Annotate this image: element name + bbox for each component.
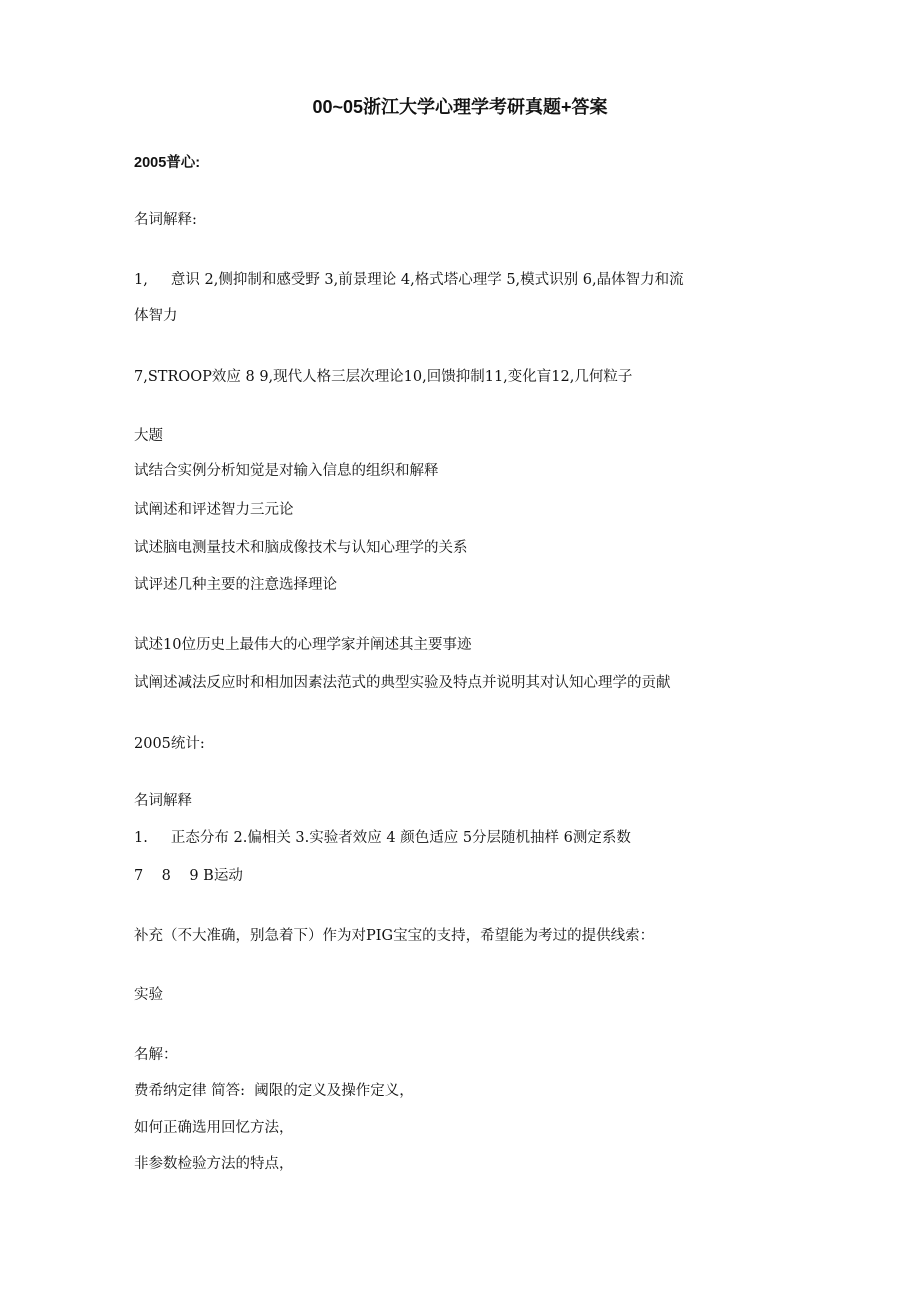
section-heading: 2005统计: <box>134 736 205 752</box>
subheading: 大题 <box>134 428 163 444</box>
question: 试述脑电测量技术和脑成像技术与认知心理学的关系 <box>134 540 468 556</box>
question: 试阐述减法反应时和相加因素法范式的典型实验及特点并说明其对认知心理学的贡献 <box>134 675 671 691</box>
text-line: 费希纳定律 简答: 阈限的定义及操作定义， <box>134 1083 414 1099</box>
subheading: 名词解释 <box>134 793 192 809</box>
text-line: 补充（不大准确，别急着下）作为对PIG宝宝的支持，希望能为考过的提供线索： <box>134 928 655 944</box>
text-line: 1, 意识 2,侧抑制和感受野 3,前景理论 4,格式塔心理学 5,模式识别 6,晶体智力和流 <box>134 272 684 288</box>
question: 试阐述和评述智力三元论 <box>134 502 294 518</box>
text-line: 非参数检验方法的特点， <box>134 1156 294 1172</box>
document-title: 00~05浙江大学心理学考研真题+答案 <box>312 97 608 117</box>
subheading: 名词解释: <box>134 212 197 228</box>
section-heading: 2005普心: <box>134 155 201 171</box>
text-line: 7 8 9 B运动 <box>134 868 243 884</box>
question: 试评述几种主要的注意选择理论 <box>134 577 337 593</box>
question: 试结合实例分析知觉是对输入信息的组织和解释 <box>134 463 439 479</box>
text-line: 1. 正态分布 2.偏相关 3.实验者效应 4 颜色适应 5分层随机抽样 6测定系数 <box>134 830 631 846</box>
text-line: 7,STROOP效应 8 9,现代人格三层次理论10,回馈抑制11,变化盲12,几何粒子 <box>134 369 633 385</box>
text-line: 如何正确选用回忆方法， <box>134 1120 294 1136</box>
text-line: 体智力 <box>134 308 178 324</box>
subheading: 名解： <box>134 1047 178 1063</box>
subheading: 实验 <box>134 987 163 1003</box>
question: 试述10位历史上最伟大的心理学家并阐述其主要事迹 <box>134 637 472 653</box>
